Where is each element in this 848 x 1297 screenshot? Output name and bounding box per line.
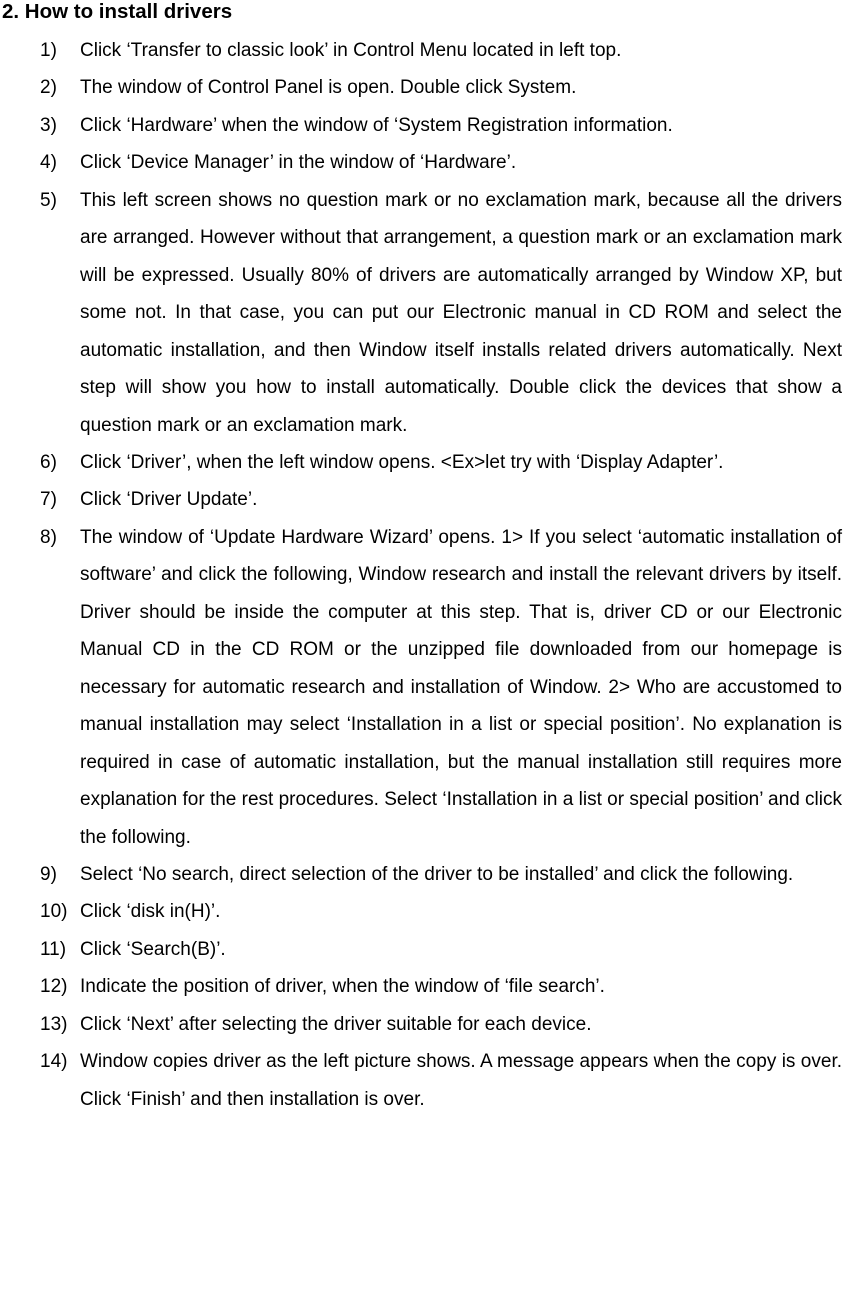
- step-number: 5): [40, 189, 57, 211]
- step-number: 14): [40, 1051, 68, 1073]
- list-item: [0, 968, 842, 1005]
- step-text: The window of ‘Update Hardware Wizard’ opens. 1> If you select ‘automatic installation of software’ and click the following, Window research and install the relevant drivers by itself. Driver should be inside the computer at this step. That is, driver CD or our Electronic Manual CD in the CD ROM or the unzipped file downloaded from our homepage is necessary for automatic research and installation of Window. 2> Who are accustomed to manual installation may select ‘Installation in a list or special position’. No explanation is required in case of automatic installation, but the manual installation still requires more explanation for the rest procedures. Select ‘Installation in a list or special position’ and click the following.: [80, 526, 842, 848]
- step-number: 3): [40, 114, 57, 136]
- step-number: 11): [40, 938, 67, 960]
- step-number: 6): [40, 451, 57, 473]
- step-number: 2): [40, 77, 57, 99]
- list-item: [0, 519, 842, 856]
- list-item: [0, 893, 842, 930]
- list-item: [0, 481, 842, 518]
- step-number: 10): [40, 901, 68, 923]
- step-text: Click ‘Driver Update’.: [80, 489, 258, 511]
- section-heading: 2. How to install drivers: [2, 0, 233, 23]
- step-text: Click ‘Next’ after selecting the driver suitable for each device.: [80, 1013, 592, 1035]
- step-text: Select ‘No search, direct selection of the driver to be installed’ and click the following.: [80, 863, 794, 885]
- list-item: [0, 107, 842, 144]
- step-number: 7): [40, 489, 57, 511]
- step-text: Click ‘disk in(H)’.: [80, 901, 221, 923]
- step-text: Click ‘Transfer to classic look’ in Control Menu located in left top.: [80, 40, 622, 61]
- install-steps-list: [0, 32, 848, 1118]
- step-text: Click ‘Hardware’ when the window of ‘System Registration information.: [80, 114, 673, 136]
- list-item: [0, 182, 842, 444]
- step-number: 8): [40, 526, 57, 548]
- step-number: 4): [40, 152, 57, 174]
- step-text: Click ‘Device Manager’ in the window of ‘Hardware’.: [80, 152, 517, 174]
- list-item: [0, 32, 842, 69]
- step-text: Click ‘Search(B)’.: [80, 938, 226, 960]
- list-item: [0, 1006, 842, 1043]
- list-item: [0, 1043, 842, 1118]
- step-text: Click ‘Driver’, when the left window opens. <Ex>let try with ‘Display Adapter’.: [80, 451, 724, 473]
- list-item: [0, 69, 842, 106]
- step-text: Window copies driver as the left picture shows. A message appears when the copy is over. Click ‘Finish’ and then installation is over.: [80, 1051, 842, 1110]
- step-number: 12): [40, 976, 68, 998]
- step-text: The window of Control Panel is open. Double click System.: [80, 77, 577, 99]
- list-item: [0, 856, 842, 893]
- list-item: [0, 444, 842, 481]
- step-text: Indicate the position of driver, when the window of ‘file search’.: [80, 976, 605, 998]
- step-number: 9): [40, 863, 57, 885]
- list-item: [0, 931, 842, 968]
- step-number: 13): [40, 1013, 68, 1035]
- step-text: This left screen shows no question mark or no exclamation mark, because all the drivers are arranged. However without that arrangement, a question mark or an exclamation mark will be expressed. Usually 80% of drivers are automatically arranged by Window XP, but some not. In that case, you can put our Electronic manual in CD ROM and select the automatic installation, and then Window itself installs related drivers automatically. Next step will show you how to install automatically. Double click the devices that show a question mark or an exclamation mark.: [80, 189, 842, 436]
- list-item: [0, 144, 842, 181]
- step-number: 1): [40, 40, 57, 61]
